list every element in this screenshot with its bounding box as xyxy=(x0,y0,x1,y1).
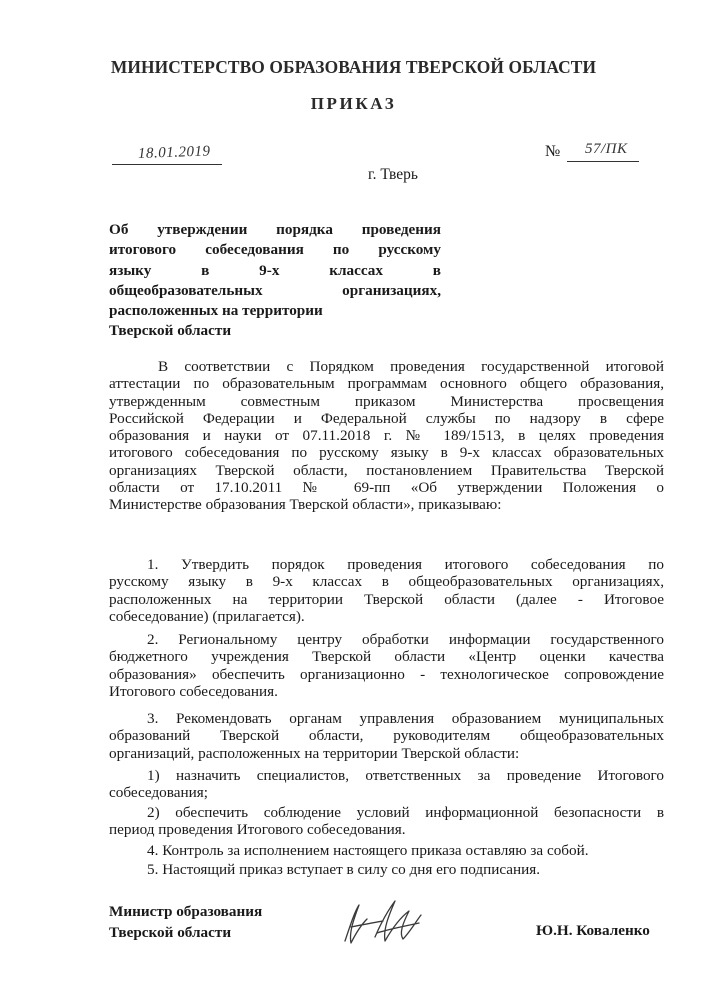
text-line: 1. Утвердить порядок проведения итогового собеседования по xyxy=(147,556,664,573)
text-line: расположенных на территории Тверской области (далее - Итоговое xyxy=(109,590,664,608)
signatory-title xyxy=(109,901,262,943)
text-line: русскому языку в 9-х классах в общеобразовательных организациях, xyxy=(109,573,664,591)
item-4 xyxy=(109,842,664,859)
subject-line: расположенных на территории xyxy=(109,302,323,320)
signatory-title-line: Министр образования xyxy=(109,903,263,920)
subject-line: общеобразовательных организациях, xyxy=(109,281,441,299)
text-line: 4. Контроль за исполнением настоящего приказа оставляю за собой. xyxy=(147,842,589,859)
text-line: собеседования; xyxy=(109,784,208,802)
subject-line: Об утверждении порядка проведения xyxy=(109,221,441,238)
number-value: 57/ПК xyxy=(585,141,628,157)
text-line: В соответствии с Порядком проведения государственной итоговой xyxy=(158,358,664,375)
text-line: организациях Тверской области, постановлением Правительства Тверской xyxy=(109,461,664,479)
text-line: итогового собеседования по русскому языку в 9-х классах образовательных xyxy=(109,444,664,462)
text-line: организаций, расположенных на территории Тверской области: xyxy=(109,744,520,762)
text-line: собеседование) (прилагается). xyxy=(109,607,305,625)
order-title: ПРИКАЗ xyxy=(310,94,397,113)
signatory-title-line: Тверской области xyxy=(109,924,232,941)
subject-line: Тверской области xyxy=(109,322,232,340)
text-line: бюджетного учреждения Тверской области «Центр оценки качества xyxy=(109,648,664,666)
number-label: № xyxy=(545,143,561,160)
text-line: Российской Федерации и Федеральной службы по надзору в сфере xyxy=(109,409,664,427)
number-underline xyxy=(567,161,639,162)
text-line: образования» обеспечить организационно - технологическое сопровождение xyxy=(109,665,664,683)
date-underline xyxy=(112,164,222,165)
text-line: 5. Настоящий приказ вступает в силу со дня его подписания. xyxy=(147,861,541,878)
text-line: 1) назначить специалистов, ответственных за проведение Итогового xyxy=(147,767,664,784)
subject-line: языку в 9-х классах в xyxy=(109,261,441,279)
item-1 xyxy=(109,556,664,625)
city: г. Тверь xyxy=(368,166,418,183)
handwritten-signature xyxy=(337,893,427,955)
order-subject xyxy=(109,220,441,342)
item-2 xyxy=(109,631,664,700)
text-line: период проведения Итогового собеседования. xyxy=(109,821,406,839)
text-line: 3. Рекомендовать органам управления образованием муниципальных xyxy=(147,710,664,727)
item-3 xyxy=(109,710,664,762)
text-line: 2. Региональному центру обработки информации государственного xyxy=(147,631,664,648)
item-3-2 xyxy=(109,804,664,839)
text-line: Министерстве образования Тверской области», приказываю: xyxy=(109,496,502,514)
order-date: 18.01.2019 xyxy=(137,143,211,162)
text-line: утвержденным совместным приказом Министерства просвещения xyxy=(109,392,664,410)
item-3-1 xyxy=(109,767,664,802)
signatory-name: Ю.Н. Коваленко xyxy=(536,922,650,939)
text-line: области от 17.10.2011 № 69-пп «Об утверждении Положения о xyxy=(109,479,664,497)
text-line: аттестации по образовательным программам основного общего образования, xyxy=(109,375,664,393)
text-line: образования и науки от 07.11.2018 г. № 189/1513, в целях проведения xyxy=(109,427,664,445)
preamble-paragraph xyxy=(109,358,664,514)
text-line: Итогового собеседования. xyxy=(109,682,278,700)
text-line: образований Тверской области, руководителям общеобразовательных xyxy=(109,727,664,745)
text-line: 2) обеспечить соблюдение условий информационной безопасности в xyxy=(147,804,664,821)
item-5 xyxy=(109,861,664,878)
ministry-heading: МИНИСТЕРСТВО ОБРАЗОВАНИЯ ТВЕРСКОЙ ОБЛАСТИ xyxy=(110,57,597,77)
subject-line: итогового собеседования по русскому xyxy=(109,241,441,259)
